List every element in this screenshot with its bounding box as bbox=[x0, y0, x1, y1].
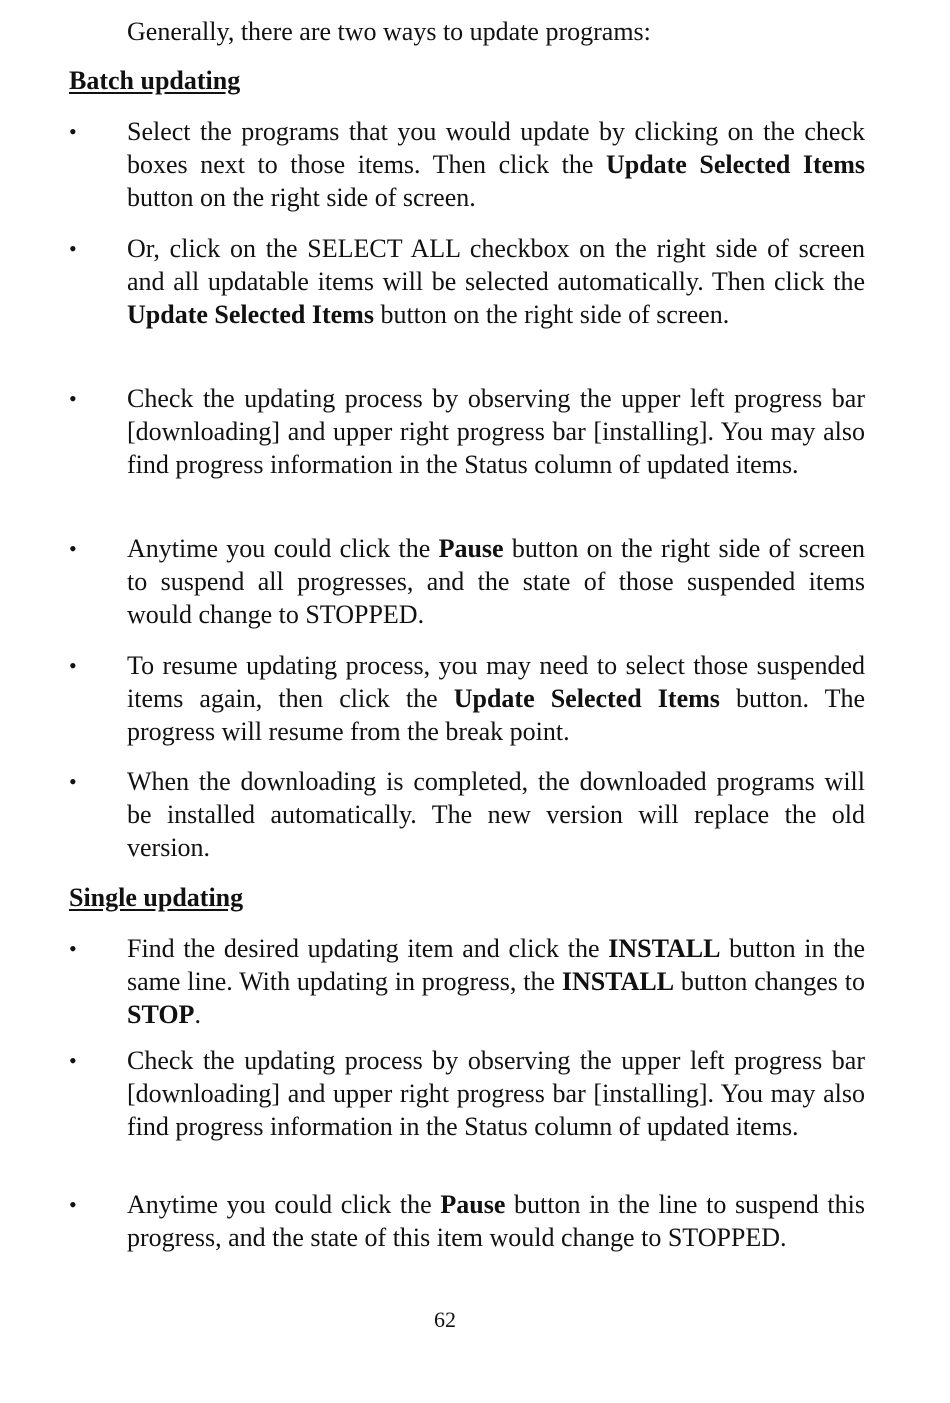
list-item-text: Or, click on the SELECT ALL checkbox on the right side of screen and all updatable items will be selected automatically. Then click the Update Selected Items button on the right side of screen. bbox=[127, 234, 865, 329]
list-item-text: Anytime you could click the Pause button in the line to suspend this progress, and the state of this item would change to STOPPED. bbox=[127, 1190, 865, 1252]
bullet-icon: • bbox=[69, 653, 77, 678]
list-item-text: To resume updating process, you may need to select those suspended items again, then click the Update Selected Items button. The progress will resume from the break point. bbox=[127, 651, 866, 746]
bullet-icon: • bbox=[69, 936, 77, 961]
bullet-icon: • bbox=[69, 1192, 77, 1217]
bullet-icon: • bbox=[69, 769, 77, 794]
bullet-icon: • bbox=[69, 386, 77, 411]
list-item-text: Check the updating process by observing the upper left progress bar [downloading] and upper right progress bar [installing]. You may also find progress information in the Status column of updated items. bbox=[127, 384, 865, 479]
list-item-text: Select the programs that you would update by clicking on the check boxes next to those items. Then click the Update Selected Items button on the right side of screen. bbox=[127, 117, 865, 212]
single-updating-heading: Single updating bbox=[69, 883, 244, 912]
list-item-text: Anytime you could click the Pause button on the right side of screen to suspend all progresses, and the state of those suspended items would change to STOPPED. bbox=[127, 534, 865, 629]
list-item-text: When the downloading is completed, the downloaded programs will be installed automatically. The new version will replace the old version. bbox=[127, 767, 865, 862]
list-item-text: Find the desired updating item and click the INSTALL button in the same line. With updating in progress, the INSTALL button changes to STOP. bbox=[127, 934, 866, 1029]
page-number: 62 bbox=[434, 1307, 456, 1332]
batch-updating-heading: Batch updating bbox=[69, 66, 241, 95]
intro-paragraph: Generally, there are two ways to update programs: bbox=[127, 17, 651, 46]
bullet-icon: • bbox=[69, 236, 77, 261]
bullet-icon: • bbox=[69, 536, 77, 561]
list-item-text: Check the updating process by observing the upper left progress bar [downloading] and upper right progress bar [installing]. You may also find progress information in the Status column of updated items. bbox=[127, 1046, 865, 1141]
bullet-icon: • bbox=[69, 119, 77, 144]
bullet-icon: • bbox=[69, 1048, 77, 1073]
